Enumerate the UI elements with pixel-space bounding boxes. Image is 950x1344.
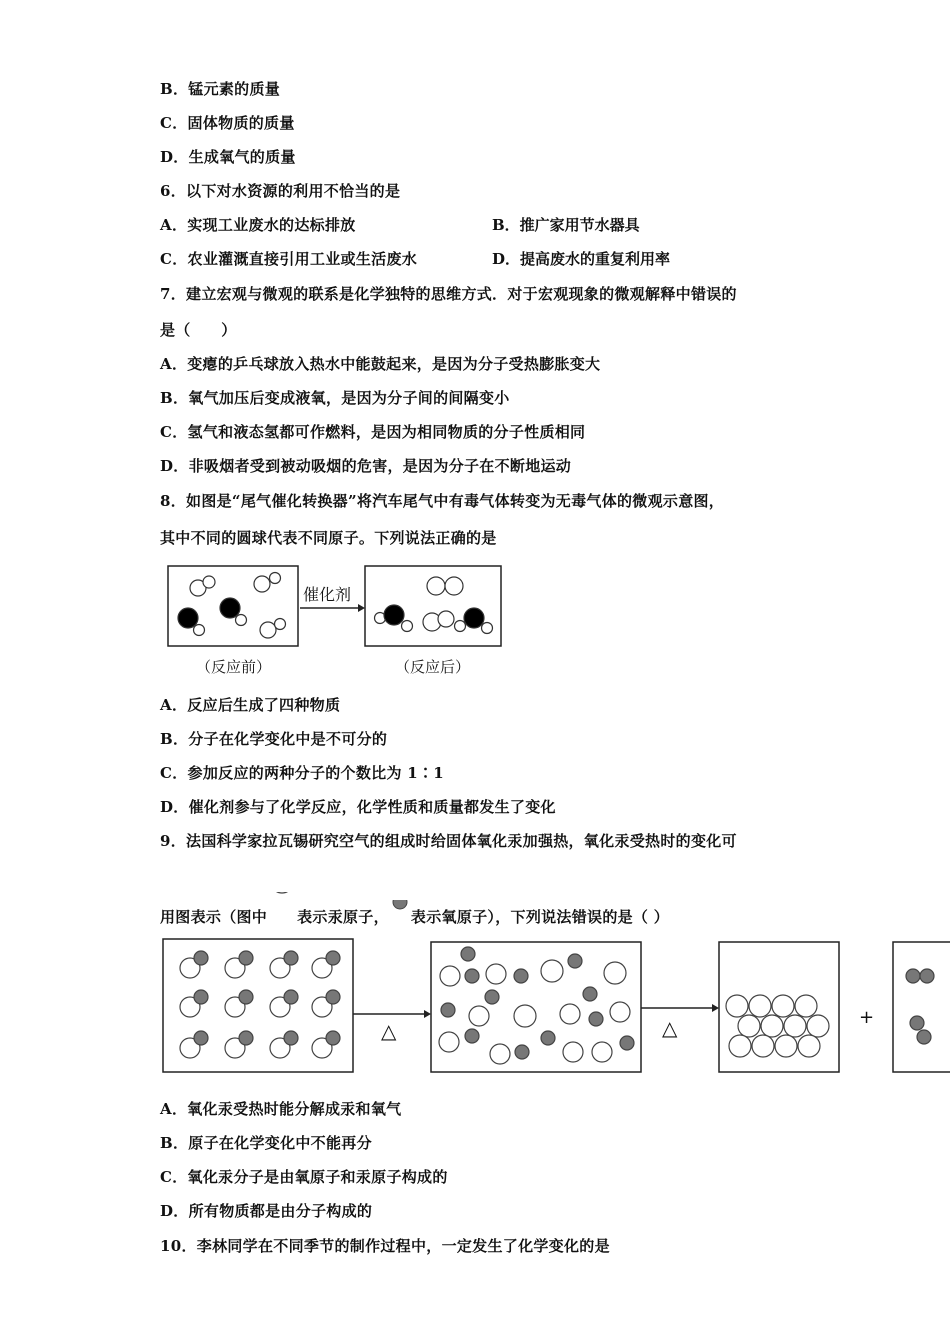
q7-stem-line2: 是（ ） <box>160 321 237 339</box>
q6-option-c: C．农业灌溉直接引用工业或生活废水 <box>160 250 418 268</box>
before-caption: （反应前） <box>196 658 272 676</box>
q7-stem-line1: 7．建立宏观与微观的联系是化学独特的思维方式．对于宏观现象的微观解释中错误的 <box>160 285 737 303</box>
q7-option-d: D．非吸烟者受到被动吸烟的危害，是因为分子在不断地运动 <box>160 457 572 475</box>
q9-option-c: C．氧化汞分子是由氧原子和汞原子构成的 <box>160 1168 448 1186</box>
q7-option-a: A．变瘪的乒乓球放入热水中能鼓起来，是因为分子受热膨胀变大 <box>160 355 601 373</box>
q7-option-b: B．氧气加压后变成液氧，是因为分子间的间隔变小 <box>160 389 510 407</box>
q8-stem-line1: 8．如图是“尾气催化转换器”将汽车尾气中有毒气体转变为无毒气体的微观示意图， <box>160 492 725 510</box>
heat-arrow-1-head <box>424 1010 431 1018</box>
q6-option-d: D．提高废水的重复利用率 <box>492 250 671 268</box>
q9-option-a: A．氧化汞受热时能分解成汞和氧气 <box>160 1100 402 1118</box>
q9-stem-part2: 表示汞原子， <box>297 908 389 926</box>
q6-option-b: B．推广家用节水器具 <box>492 216 640 234</box>
after-caption: （反应后） <box>395 658 471 676</box>
q5-option-d: D．生成氧气的质量 <box>160 148 296 166</box>
q9-option-b: B．原子在化学变化中不能再分 <box>160 1134 372 1152</box>
q8-option-d: D．催化剂参与了化学反应，化学性质和质量都发生了变化 <box>160 798 556 816</box>
after-molecules <box>375 577 493 634</box>
q5-option-c: C．固体物质的质量 <box>160 114 295 132</box>
q9-decomposition-figure <box>160 936 950 1078</box>
q8-option-c: C．参加反应的两种分子的个数比为 1∶1 <box>160 764 445 782</box>
oxygen-atom-icon <box>390 900 410 920</box>
oxygen-molecules <box>906 969 934 1044</box>
hgo-molecules <box>180 951 340 1058</box>
q9-stem-part3: 表示氧原子），下列说法错误的是（ ） <box>410 908 670 926</box>
mercury-atoms <box>726 995 829 1057</box>
q8-option-b: B．分子在化学变化中是不可分的 <box>160 730 388 748</box>
q10-stem: 10．李林同学在不同季节的制作过程中，一定发生了化学变化的是 <box>160 1237 610 1255</box>
reaction-arrow-head <box>358 604 365 612</box>
before-molecules <box>178 573 286 639</box>
q9-stem-line2 <box>160 892 669 927</box>
q5-option-b: B．锰元素的质量 <box>160 80 281 98</box>
q8-reaction-figure <box>164 562 509 656</box>
q7-option-c: C．氢气和液态氢都可作燃料，是因为相同物质的分子性质相同 <box>160 423 586 441</box>
heat-symbol-1: △ <box>381 1019 397 1043</box>
heat-arrow-2-head <box>712 1004 719 1012</box>
q6-stem: 6．以下对水资源的利用不恰当的是 <box>160 182 401 200</box>
heat-symbol-2: △ <box>662 1016 678 1040</box>
q8-option-a: A．反应后生成了四种物质 <box>160 696 341 714</box>
oxygen-box <box>893 942 950 1072</box>
q9-stem-line1: 9．法国科学家拉瓦锡研究空气的组成时给固体氧化汞加强热，氧化汞受热时的变化可 <box>160 832 737 850</box>
q8-stem-line2: 其中不同的圆球代表不同原子。下列说法正确的是 <box>160 529 497 547</box>
plus-sign: + <box>859 1007 875 1028</box>
q6-option-a: A．实现工业废水的达标排放 <box>160 216 356 234</box>
q9-stem-part1: 用图表示（图中 <box>160 908 268 926</box>
separated-atoms <box>439 947 634 1064</box>
q9-option-d: D．所有物质都是由分子构成的 <box>160 1202 373 1220</box>
catalyst-label: 催化剂 <box>303 585 352 604</box>
mercury-atom-icon <box>269 892 295 922</box>
